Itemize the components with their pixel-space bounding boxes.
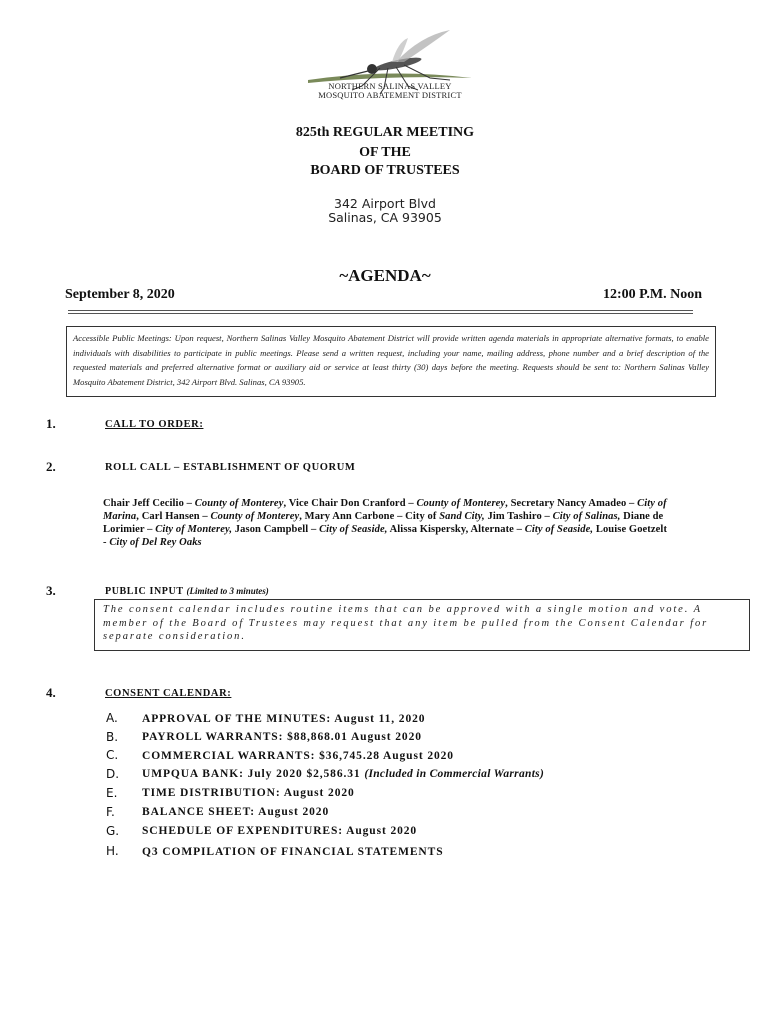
roll-text: , Secretary Nancy Amadeo – [505, 498, 638, 509]
roll-affiliation: County of Monterey [194, 498, 284, 509]
meeting-title-line-2: OF THE [359, 145, 411, 160]
consent-item-umpqua [142, 768, 544, 780]
roll-affiliation: City of Salinas, [552, 511, 621, 522]
roll-affiliation: City of Seaside, [319, 524, 388, 535]
accessibility-notice: Accessible Public Meetings: Upon request, Northern Salinas Valley Mosquito Abatement District will provide written agenda materials in appropriate alternative formats, to enable individuals with disabilities to participate in public meetings. Please send a written request, including your name, mailing address, phone number and a brief description of the requested materials and preferred alternative format or auxiliary aid or service at least thirty (30) days before the meeting. Requests should be sent to: Northern Salinas Valley Mosquito Abatement District, 342 Airport Blvd. Salinas, CA 93905. [66, 326, 716, 397]
roll-text: , Carl Hansen – [136, 511, 211, 522]
consent-item-letter: B. [106, 730, 119, 744]
roll-call-list [103, 497, 673, 549]
consent-item-letter: D. [106, 767, 120, 781]
agenda-heading: ~AGENDA~ [339, 266, 431, 285]
roll-affiliation: Sand City, [439, 511, 485, 522]
consent-item-letter: C. [106, 748, 119, 762]
consent-item-umpqua-note: (Included in Commercial Warrants) [364, 768, 545, 780]
consent-item-balance-sheet: BALANCE SHEET: August 2020 [142, 806, 330, 818]
roll-affiliation: County of Monterey [210, 511, 300, 522]
meeting-title-line-1: 825th REGULAR MEETING [295, 125, 475, 140]
section-number-3: 3. [46, 583, 56, 598]
logo-line-1: NORTHERN SALINAS VALLEY [328, 81, 452, 91]
public-input-note: (Limited to 3 minutes) [186, 586, 269, 596]
section-label-public-input [105, 586, 269, 597]
roll-affiliation: City of Del Rey Oaks [109, 537, 202, 548]
logo-text [290, 82, 490, 100]
consent-item-minutes: APPROVAL OF THE MINUTES: August 11, 2020 [142, 713, 426, 725]
consent-item-q3-compilation: Q3 COMPILATION OF FINANCIAL STATEMENTS [142, 846, 444, 858]
public-input-label: PUBLIC INPUT [105, 586, 184, 597]
consent-item-letter: F. [106, 805, 115, 819]
roll-affiliation: County of Monterey [416, 498, 506, 509]
section-number-4: 4. [46, 685, 56, 700]
roll-affiliation: City of Seaside, [524, 524, 594, 535]
roll-text: Louise Goetzelt - [103, 524, 668, 548]
roll-text: , Mary Ann Carbone – City of [299, 511, 440, 522]
address-line-1: 342 Airport Blvd [334, 196, 436, 211]
meeting-title-line-3: BOARD OF TRUSTEES [310, 163, 460, 178]
meeting-time: 12:00 P.M. Noon [602, 287, 702, 302]
section-label-roll-call: ROLL CALL – ESTABLISHMENT OF QUORUM [105, 462, 356, 473]
logo-line-2: MOSQUITO ABATEMENT DISTRICT [318, 90, 462, 100]
section-number-1: 1. [46, 416, 56, 431]
roll-text: Alissa Kispersky, Alternate – [387, 524, 525, 535]
section-number-2: 2. [46, 459, 56, 474]
consent-item-umpqua-text: UMPQUA BANK: July 2020 $2,586.31 [142, 768, 365, 780]
section-label-consent-calendar: CONSENT CALENDAR: [105, 688, 232, 699]
address-line-2: Salinas, CA 93905 [328, 210, 442, 225]
consent-item-payroll: PAYROLL WARRANTS: $88,868.01 August 2020 [142, 731, 422, 743]
consent-item-letter: A. [106, 711, 118, 725]
consent-item-letter: E. [106, 786, 118, 800]
roll-affiliation: City of Marina [103, 498, 667, 522]
roll-text: Jim Tashiro – [484, 511, 553, 522]
section-label-call-to-order: CALL TO ORDER: [105, 419, 204, 430]
consent-item-time-distribution: TIME DISTRIBUTION: August 2020 [142, 787, 355, 799]
roll-text: Diane de Lorimier – [103, 511, 664, 535]
consent-item-commercial: COMMERCIAL WARRANTS: $36,745.28 August 2020 [142, 750, 454, 762]
public-input-description: The consent calendar includes routine items that can be approved with a single motion and vote. A member of the Board of Trustees may request that any item be pulled from the Consent Calendar for separate consideration. [94, 599, 750, 651]
roll-text: Chair Jeff Cecilio – [103, 498, 195, 509]
meeting-date: September 8, 2020 [65, 287, 175, 302]
roll-text: , Vice Chair Don Cranford – [283, 498, 417, 509]
consent-item-letter: G. [106, 824, 120, 838]
consent-item-letter: H. [106, 844, 119, 858]
double-divider [68, 310, 693, 314]
roll-affiliation: City of Monterey, [155, 524, 233, 535]
roll-text: Jason Campbell – [232, 524, 320, 535]
consent-item-expenditures: SCHEDULE OF EXPENDITURES: August 2020 [142, 825, 418, 837]
